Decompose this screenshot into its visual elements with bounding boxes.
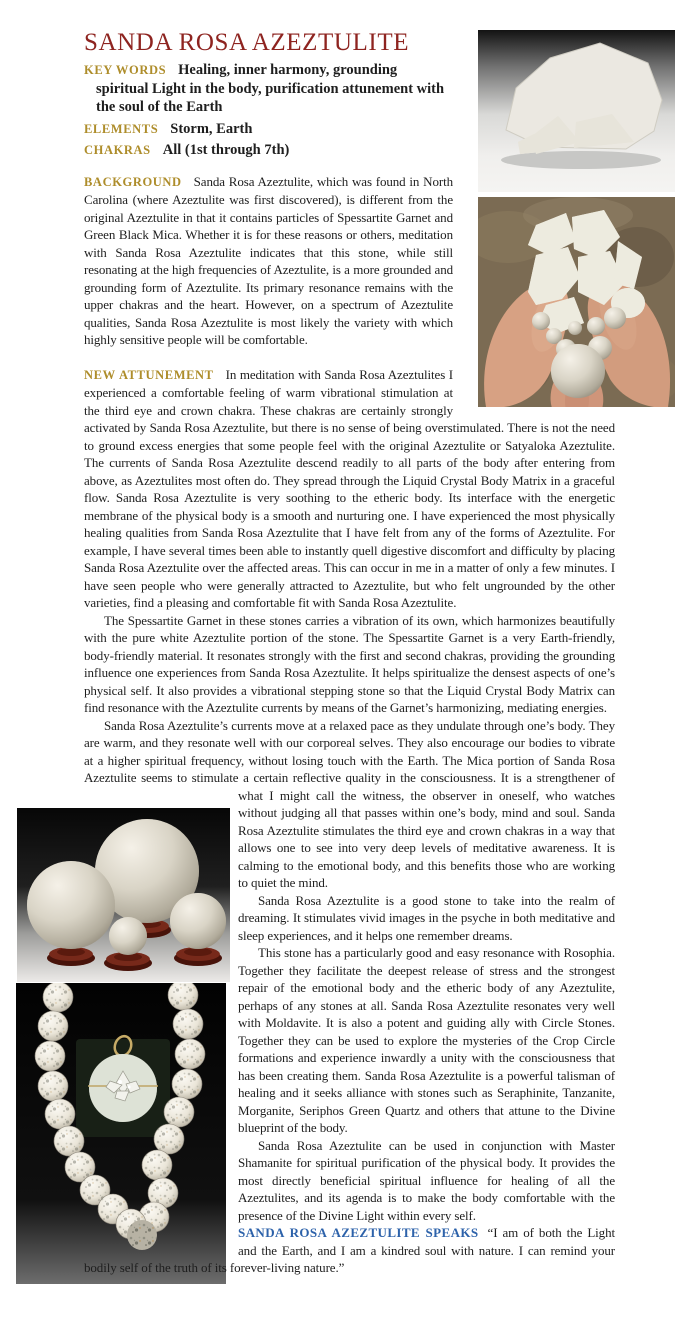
new-attunement-label: NEW ATTUNEMENT [84,367,214,382]
speaks-label: SANDA ROSA AZEZTULITE SPEAKS [238,1225,479,1240]
new-attunement-p3a: Sanda Rosa Azeztulite’s currents move at a relaxed pace as they undulate through one’s body. They are warm, and they resonate well with our corporeal selves. They also encourage our bodies to vibrate at a higher spiritual frequency, without losing touch with the Earth. The Mica portion of Sanda Rosa Azeztulite seems to stimulate a certain reflective quality in the consciousness. It is a strengthener of what I might call the witness, the observer in oneself, [84,717,615,803]
new-attunement-p5: This stone has a particularly good and easy resonance with Rosophia. Together they facilitate the deepest release of stress and the strongest repair of the emotional body and the etheric body of any Azeztulite, perhaps of any stones at all. Sanda Rosa Azeztulite resonates very well with Moldavite. It is also a potent and guiding ally with Circle Stones. Together they can be used to explore the mysteries of the Crop Circle formations and experience inwardly a unity with the consciousness that has been creating them. Sanda Rosa Azeztulite is a powerful talisman of healing and it seeks alliance with stones such as Seraphinite, Tanzanite, Morganite, Seriphos Green Quartz and others that attune to the Divine blueprint of the body. [238,945,615,1135]
background-label: BACKGROUND [84,174,182,189]
key-words-label: KEY WORDS [84,63,167,77]
left-figures-flow-spacer [84,787,238,1252]
new-attunement-p6: Sanda Rosa Azeztulite can be used in conjunction with Master Shamanite for spiritual purification of the physical body. It provides the most directly beneficial spiritual influence for healing of all the Azeztulites, and its agenda is to make the body comfortable with the presence of the Divine Light within every self. [238,1137,615,1223]
article-body [84,30,615,1277]
background-text: Sanda Rosa Azeztulite, which was found in North Carolina (where Azeztulite was first discovered), is different from the original Azeztulite in that it contains particles of Spessartite Garnet and Green Black Mica. Whether it is for these reasons or others, meditation with Sanda Rosa Azeztulite indicates that this stone, while still resonating at the high frequencies of Azeztulite, is a more grounded and grounding form of Azeztulite. Its primary resonance remains with the upper chakras and the heart. However, on a spectrum of Azeztulite qualities, Sanda Rosa Azeztulite is most likely the variety with which highly sensitive people will be comfortable. [84,173,453,347]
key-words-value: Healing, inner harmony, grounding spiritual Light in the body, purification attunement with the soul of the Earth [96,62,445,115]
elements-label: ELEMENTS [84,121,159,136]
new-attunement-p1: In meditation with Sanda Rosa Azeztulites I experienced a comfortable feeling of warm vibrational stimulation at the third eye and crown chakra. These chakras are certainly strongly activated by Sanda Rosa Azeztulite, but there is no sense of being overstimulated. There is not the need to ground excess energies that some people feel with the original Azeztulite or Satyaloka Azeztulite. The currents of Sanda Rosa Azeztulite descend readily to all parts of the body after entering from above, as Azeztulites most often do. They spread through the Liquid Crystal Body Matrix in a graceful flow. Sanda Rosa Azeztulite is very soothing to the etheric body. Its interface with the energetic membrane of the physical body is a smooth and nurturing one. I have experienced the most physically healing qualities from Sanda Rosa Azeztulite that I have felt from any of the forms of Azeztulite. For example, I have several times been able to instantly quell digestive discomfort and difficulty by placing Sanda Rosa Azeztulite over the affected areas. This can occur in me in a matter of only a few minutes. I have seen people who were generally attracted to Azeztulite, but who felt ungrounded by the other varieties, find a pleasing and comfortable fit with Sanda Rosa Azeztulite. [84,366,615,610]
new-attunement-p2: The Spessartite Garnet in these stones carries a vibration of its own, which harmonizes beautifully with the pure white Azeztulite portion of the stone. The Spessartite Garnet is a very Earth-friendly, body-friendly material. It resonates strongly with the first and second chakras, providing the grounding influence one experiences from Sanda Rosa Azeztulite. It helps spiritualize the densest aspects of one’s physical self. It also provides a vibrational stepping stone so that the Liquid Crystal Body Matrix can find resonance with the Azeztulite currents by means of the Garnet’s harmonizing, mediating energies. [84,612,615,715]
speaks-text: “I am of both the Light and the Earth, and I am a kindred soul with nature. I can remind your bodily self of the truth of its forever-living nature.” [84,1225,615,1275]
new-attunement-p4: Sanda Rosa Azeztulite is a good stone to take into the realm of dreaming. It stimulates vivid images in the psyche in both meditative and sleep experiences, and it helps one remember dreams. [238,892,615,943]
right-figures-flow-spacer [453,30,615,407]
elements-value: Storm, Earth [170,120,253,137]
chakras-value: All (1st through 7th) [162,142,290,158]
new-attunement-paragraph-2 [84,612,615,717]
new-attunement-paragraph-3 [84,717,615,892]
chakras-label: CHAKRAS [84,143,151,157]
page-title: SANDA ROSA AZEZTULITE [84,29,410,56]
new-attunement-p3b: who watches without judging all that passes within one’s body, mind and soul. Sanda Rosa Azeztulite stimulates the third eye and crown chakras in a way that allows one to see into very deep levels of meditative awareness. It is calming to the emotional body, and this benefits those who are working to quiet the mind. [238,787,615,890]
